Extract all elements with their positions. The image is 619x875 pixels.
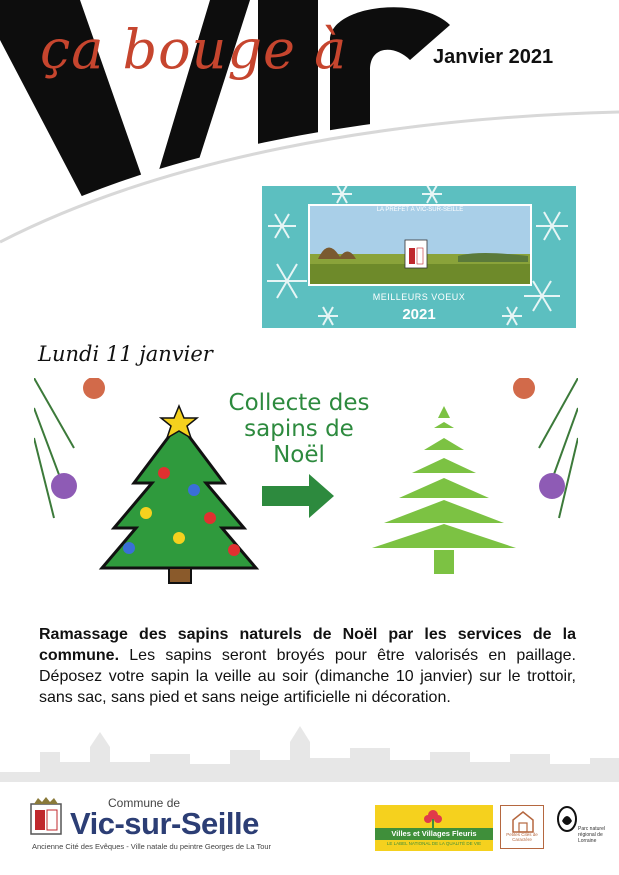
arrow-right-icon [262,474,334,518]
card-year: 2021 [402,306,436,323]
issue-date: Janvier 2021 [433,46,554,68]
bauble-icon [539,473,565,499]
article-lead: Ramassage des sapins naturels de Noël par les services de la commune. [39,626,576,664]
greeting-card-image [262,186,576,328]
event-date-heading: Lundi 11 janvier [38,342,213,366]
tree-collection-banner [34,378,578,585]
banner-title: Collecte des sapins de Noël [228,390,370,468]
card-subtitle: LA PRÉFET À VIC-SUR-SEILLE [376,207,464,213]
commune-tagline: Ancienne Cité des Evêques - Ville natale du peintre Georges de La Tour [32,842,272,851]
petites-cites-label: Petites Cités de Caractère [506,832,538,842]
villes-fleuris-sublabel: LE LABEL NATIONAL DE LA QUALITÉ DE VIE [386,841,482,846]
parc-naturel-logo-icon [556,805,578,847]
flower-icon [421,807,445,829]
masthead-title: ça bouge à [40,18,348,81]
coat-of-arms-icon [405,240,427,268]
house-icon [511,810,535,834]
villes-fleuris-label: Villes et Villages Fleuris [375,828,493,840]
article-paragraph [39,624,576,708]
landscape-photo [308,204,532,286]
recycle-tree-icon [372,406,516,574]
commune-coat-of-arms-icon [28,796,64,836]
card-greeting: MEILLEURS VOEUX [372,292,466,302]
article-body: Les sapins seront broyés pour être valorisés en paillage. Déposez votre sapin la veille au soir (dimanche 10 janvier) sur le trottoir, sans sac, sans pied et sans neige artificielle ni décoration. [39,647,576,706]
village-skyline [0,712,619,782]
bauble-icon [51,473,77,499]
commune-name: Vic-sur-Seille [70,806,259,841]
petites-cites-logo [500,805,544,849]
commune-label: Commune de [108,796,181,810]
parc-naturel-label: Parc naturel régional de Lorraine [578,826,605,844]
